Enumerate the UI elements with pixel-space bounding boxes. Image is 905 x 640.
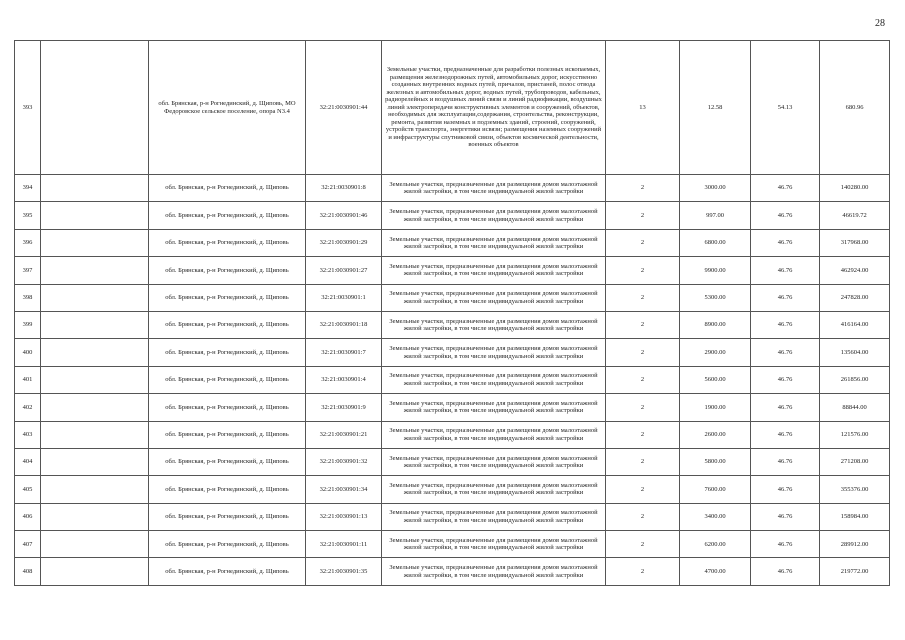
group-number-cell: 2 [606,503,680,530]
group-number-cell: 2 [606,257,680,284]
cadastral-value-cell: 416164.00 [820,311,890,338]
table-row [15,41,890,175]
address-cell: обл. Брянская, р-н Рогнединский, д. Щиповь [149,421,306,448]
cadastral-value-cell: 121576.00 [820,421,890,448]
land-use-purpose-cell: Земельные участки, предназначенные для размещения домов малоэтажной жилой застройки, в том числе индивидуальной жилой застройки [382,503,606,530]
cadastral-number-cell: 32:21:0030901:44 [306,41,382,175]
table-row [15,175,890,202]
spacer-cell [41,476,149,503]
spacer-cell [41,558,149,585]
group-number-cell: 2 [606,476,680,503]
spacer-cell [41,202,149,229]
address-cell: обл. Брянская, р-н Рогнединский, д. Щиповь [149,257,306,284]
spacer-cell [41,284,149,311]
row-number-cell: 401 [15,366,41,393]
table-row [15,448,890,475]
group-number-cell: 2 [606,531,680,558]
area-cell: 8900.00 [680,311,751,338]
land-use-purpose-cell: Земельные участки, предназначенные для размещения домов малоэтажной жилой застройки, в том числе индивидуальной жилой застройки [382,394,606,421]
address-cell: обл. Брянская, р-н Рогнединский, д. Щиповь [149,202,306,229]
land-use-purpose-cell: Земельные участки, предназначенные для размещения домов малоэтажной жилой застройки, в том числе индивидуальной жилой застройки [382,175,606,202]
group-number-cell: 13 [606,41,680,175]
rate-cell: 46.76 [751,175,820,202]
address-cell: обл. Брянская, р-н Рогнединский, д. Щиповь [149,175,306,202]
cadastral-value-cell: 247828.00 [820,284,890,311]
spacer-cell [41,366,149,393]
land-use-purpose-cell: Земельные участки, предназначенные для размещения домов малоэтажной жилой застройки, в том числе индивидуальной жилой застройки [382,257,606,284]
row-number-cell: 400 [15,339,41,366]
spacer-cell [41,503,149,530]
area-cell: 3400.00 [680,503,751,530]
group-number-cell: 2 [606,448,680,475]
rate-cell: 46.76 [751,531,820,558]
table-row [15,339,890,366]
row-number-cell: 407 [15,531,41,558]
rate-cell: 46.76 [751,257,820,284]
land-use-purpose-cell: Земельные участки, предназначенные для размещения домов малоэтажной жилой застройки, в том числе индивидуальной жилой застройки [382,366,606,393]
cadastral-value-cell: 261856.00 [820,366,890,393]
address-cell: обл. Брянская, р-н Рогнединский, д. Щиповь [149,339,306,366]
cadastral-value-cell: 135604.00 [820,339,890,366]
row-number-cell: 396 [15,229,41,256]
area-cell: 12.58 [680,41,751,175]
cadastral-value-cell: 46619.72 [820,202,890,229]
address-cell: обл. Брянская, р-н Рогнединский, д. Щиповь [149,394,306,421]
land-use-purpose-cell: Земельные участки, предназначенные для размещения домов малоэтажной жилой застройки, в том числе индивидуальной жилой застройки [382,476,606,503]
group-number-cell: 2 [606,175,680,202]
land-use-purpose-cell: Земельные участки, предназначенные для размещения домов малоэтажной жилой застройки, в том числе индивидуальной жилой застройки [382,311,606,338]
row-number-cell: 403 [15,421,41,448]
address-cell: обл. Брянская, р-н Рогнединский, д. Щиповь [149,558,306,585]
land-use-purpose-cell: Земельные участки, предназначенные для размещения домов малоэтажной жилой застройки, в том числе индивидуальной жилой застройки [382,531,606,558]
cadastral-value-cell: 271208.00 [820,448,890,475]
table-row [15,476,890,503]
table-row [15,558,890,585]
row-number-cell: 404 [15,448,41,475]
group-number-cell: 2 [606,421,680,448]
group-number-cell: 2 [606,311,680,338]
group-number-cell: 2 [606,366,680,393]
table-row [15,366,890,393]
table-row [15,311,890,338]
rate-cell: 46.76 [751,284,820,311]
rate-cell: 46.76 [751,202,820,229]
row-number-cell: 408 [15,558,41,585]
cadastral-value-cell: 289912.00 [820,531,890,558]
table-row [15,257,890,284]
spacer-cell [41,394,149,421]
rate-cell: 46.76 [751,476,820,503]
cadastral-number-cell: 32:21:0030901:13 [306,503,382,530]
area-cell: 5600.00 [680,366,751,393]
address-cell: обл. Брянская, р-н Рогнединский, д. Щиповь [149,366,306,393]
land-use-purpose-cell: Земельные участки, предназначенные для размещения домов малоэтажной жилой застройки, в том числе индивидуальной жилой застройки [382,448,606,475]
spacer-cell [41,421,149,448]
table-row [15,394,890,421]
address-cell: обл. Брянская, р-н Рогнединский, д. Щиповь, МО Федоровское сельское поселение, опора N3.4 [149,41,306,175]
area-cell: 4700.00 [680,558,751,585]
area-cell: 997.00 [680,202,751,229]
group-number-cell: 2 [606,558,680,585]
cadastral-number-cell: 32:21:0030901:9 [306,394,382,421]
spacer-cell [41,257,149,284]
area-cell: 6200.00 [680,531,751,558]
row-number-cell: 393 [15,41,41,175]
table-row [15,503,890,530]
spacer-cell [41,339,149,366]
area-cell: 6800.00 [680,229,751,256]
cadastral-number-cell: 32:21:0030901:8 [306,175,382,202]
spacer-cell [41,531,149,558]
table-row [15,421,890,448]
address-cell: обл. Брянская, р-н Рогнединский, д. Щиповь [149,284,306,311]
cadastral-number-cell: 32:21:0030901:29 [306,229,382,256]
group-number-cell: 2 [606,284,680,311]
table-row [15,202,890,229]
cadastral-value-cell: 462924.00 [820,257,890,284]
cadastral-number-cell: 32:21:0030901:1 [306,284,382,311]
cadastral-number-cell: 32:21:0030901:11 [306,531,382,558]
row-number-cell: 406 [15,503,41,530]
rate-cell: 54.13 [751,41,820,175]
rate-cell: 46.76 [751,311,820,338]
table-body [15,41,890,586]
spacer-cell [41,448,149,475]
group-number-cell: 2 [606,394,680,421]
cadastral-number-cell: 32:21:0030901:46 [306,202,382,229]
area-cell: 3000.00 [680,175,751,202]
group-number-cell: 2 [606,202,680,229]
area-cell: 5300.00 [680,284,751,311]
cadastral-number-cell: 32:21:0030901:7 [306,339,382,366]
rate-cell: 46.76 [751,448,820,475]
cadastral-number-cell: 32:21:0030901:27 [306,257,382,284]
land-use-purpose-cell: Земельные участки, предназначенные для размещения домов малоэтажной жилой застройки, в том числе индивидуальной жилой застройки [382,202,606,229]
land-use-purpose-cell: Земельные участки, предназначенные для размещения домов малоэтажной жилой застройки, в том числе индивидуальной жилой застройки [382,339,606,366]
land-plots-table [14,40,890,586]
rate-cell: 46.76 [751,366,820,393]
cadastral-number-cell: 32:21:0030901:18 [306,311,382,338]
cadastral-number-cell: 32:21:0030901:34 [306,476,382,503]
row-number-cell: 395 [15,202,41,229]
spacer-cell [41,41,149,175]
land-use-purpose-cell: Земельные участки, предназначенные для размещения домов малоэтажной жилой застройки, в том числе индивидуальной жилой застройки [382,284,606,311]
rate-cell: 46.76 [751,503,820,530]
spacer-cell [41,175,149,202]
rate-cell: 46.76 [751,339,820,366]
land-use-purpose-cell: Земельные участки, предназначенные для размещения домов малоэтажной жилой застройки, в том числе индивидуальной жилой застройки [382,229,606,256]
cadastral-value-cell: 355376.00 [820,476,890,503]
cadastral-value-cell: 140280.00 [820,175,890,202]
table-row [15,284,890,311]
row-number-cell: 399 [15,311,41,338]
rate-cell: 46.76 [751,421,820,448]
page-number: 28 [875,18,885,29]
address-cell: обл. Брянская, р-н Рогнединский, д. Щиповь [149,503,306,530]
cadastral-value-cell: 158984.00 [820,503,890,530]
row-number-cell: 405 [15,476,41,503]
spacer-cell [41,311,149,338]
table-row [15,229,890,256]
cadastral-value-cell: 88844.00 [820,394,890,421]
rate-cell: 46.76 [751,229,820,256]
area-cell: 7600.00 [680,476,751,503]
rate-cell: 46.76 [751,394,820,421]
cadastral-value-cell: 680.96 [820,41,890,175]
area-cell: 9900.00 [680,257,751,284]
group-number-cell: 2 [606,339,680,366]
rate-cell: 46.76 [751,558,820,585]
address-cell: обл. Брянская, р-н Рогнединский, д. Щиповь [149,476,306,503]
cadastral-value-cell: 317968.00 [820,229,890,256]
address-cell: обл. Брянская, р-н Рогнединский, д. Щиповь [149,531,306,558]
group-number-cell: 2 [606,229,680,256]
land-use-purpose-cell: Земельные участки, предназначенные для разработки полезных ископаемых, размещения железнодорожных путей, автомобильных дорог, искусственно созданных внутренних водных путей, причалов, пристаней, полос отвода железных и автомобильных дорог, водных путей, трубопроводов, кабельных, радиорелейных и воздушных линий связи и линий радиофикации, воздушных линий электропередачи конструктивных элементов и сооружений, объектов, необходимых для эксплуатации,содержания, строительства, реконструкции, ремонта, развития наземных и подземных зданий, строений, сооружений, устройств транспорта, энергетики исвязи; размещения наземных сооружений и инфраструктуры спутниковой связи, объектов космической деятельности, военных объектов [382,41,606,175]
land-use-purpose-cell: Земельные участки, предназначенные для размещения домов малоэтажной жилой застройки, в том числе индивидуальной жилой застройки [382,421,606,448]
row-number-cell: 394 [15,175,41,202]
cadastral-number-cell: 32:21:0030901:35 [306,558,382,585]
spacer-cell [41,229,149,256]
area-cell: 5800.00 [680,448,751,475]
address-cell: обл. Брянская, р-н Рогнединский, д. Щиповь [149,229,306,256]
row-number-cell: 398 [15,284,41,311]
table-row [15,531,890,558]
cadastral-number-cell: 32:21:0030901:32 [306,448,382,475]
address-cell: обл. Брянская, р-н Рогнединский, д. Щиповь [149,448,306,475]
area-cell: 1900.00 [680,394,751,421]
cadastral-number-cell: 32:21:0030901:4 [306,366,382,393]
row-number-cell: 402 [15,394,41,421]
area-cell: 2900.00 [680,339,751,366]
cadastral-value-cell: 219772.00 [820,558,890,585]
area-cell: 2600.00 [680,421,751,448]
land-use-purpose-cell: Земельные участки, предназначенные для размещения домов малоэтажной жилой застройки, в том числе индивидуальной жилой застройки [382,558,606,585]
address-cell: обл. Брянская, р-н Рогнединский, д. Щиповь [149,311,306,338]
row-number-cell: 397 [15,257,41,284]
cadastral-number-cell: 32:21:0030901:21 [306,421,382,448]
